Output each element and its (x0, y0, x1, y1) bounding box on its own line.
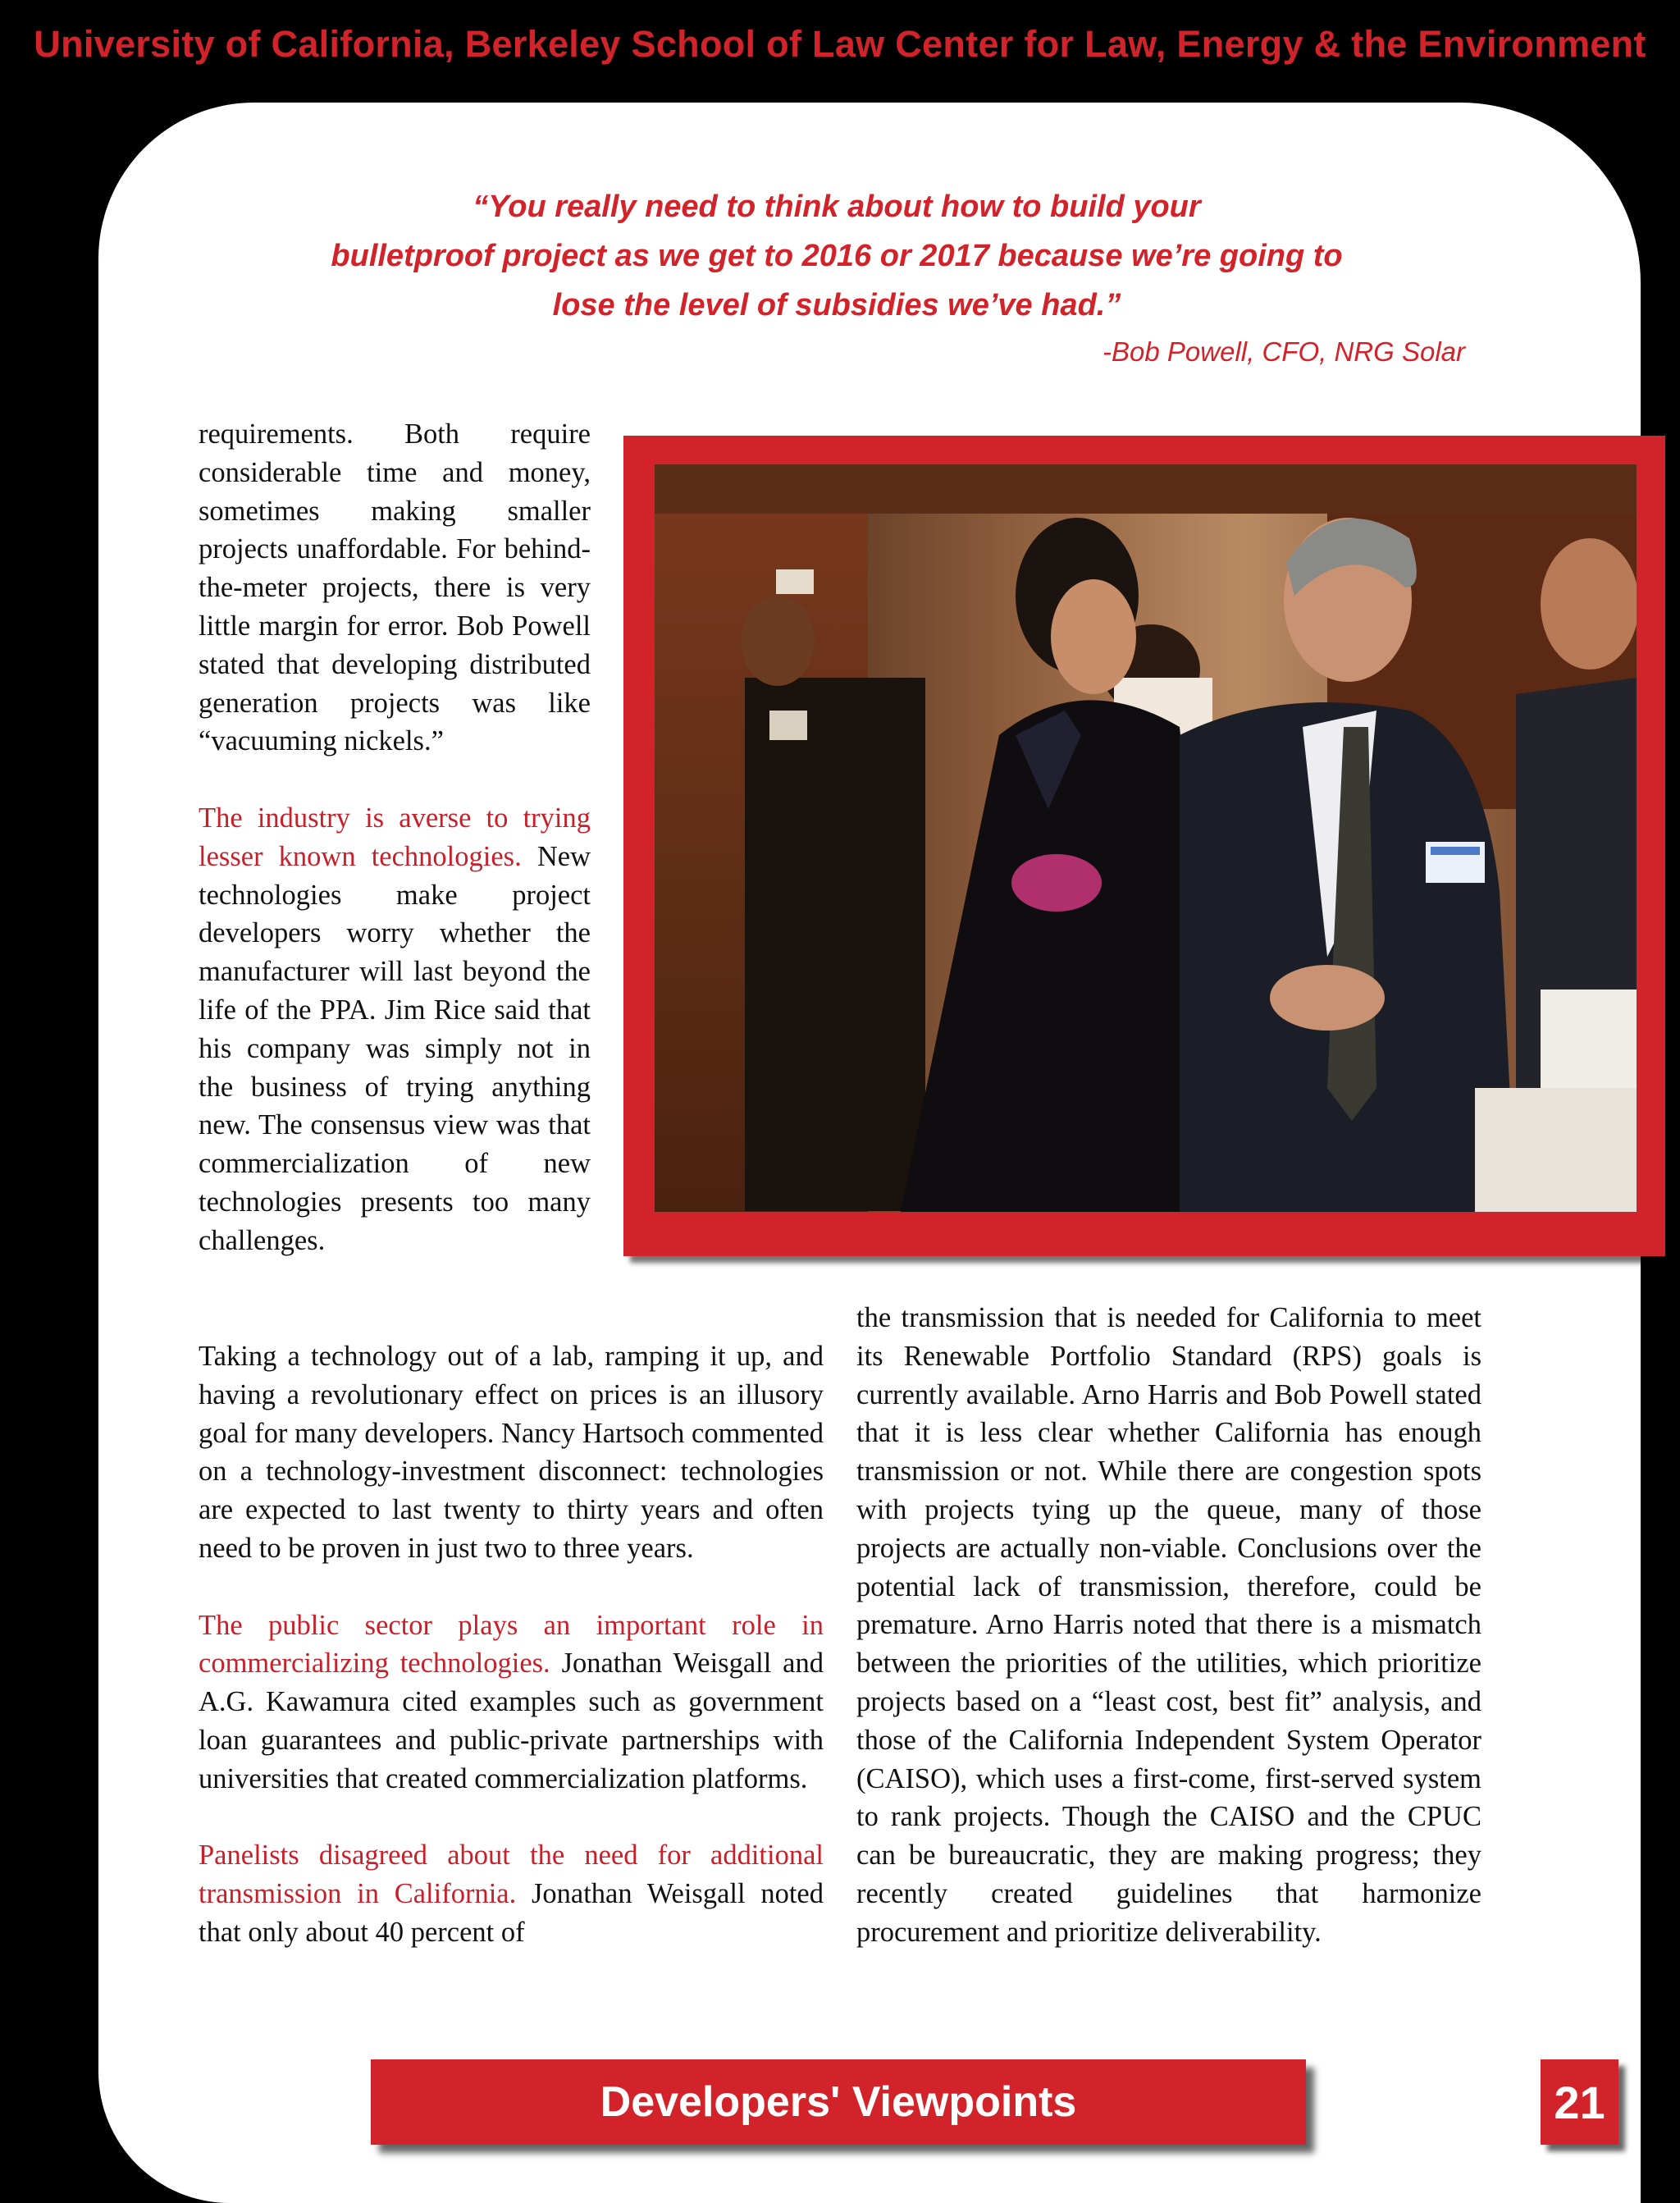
column-2 (856, 1299, 1481, 1952)
paragraph-transmission (199, 1836, 824, 1951)
paragraph-heading: Panelists disagreed about the need for additional transmission in California. (199, 1840, 824, 1910)
page-number: 21 (1541, 2059, 1618, 2145)
paragraph-requirements: requirements. Both require considerable time and money, sometimes making smaller projects unaffordable. For behind-the-meter projects, there is very little margin for error. Bob Powell stated that developing distributed generation projects was like “vacuuming nickels.” (199, 418, 591, 757)
paragraph-body: Jonathan Weisgall noted that only about 40 percent of (199, 1878, 824, 1948)
paragraph-technology-lab: Taking a technology out of a lab, ramping it up, and having a revolutionary effect on prices is an illusory goal for many developers. Nancy Hartsoch commented on a technology-investment disconnect: technologies are expected to last twenty to thirty years and often need to be proven in just two to three years. (199, 1341, 824, 1564)
event-photo (655, 464, 1637, 1212)
quote-attribution: -Bob Powell, CFO, NRG Solar (1102, 336, 1465, 367)
section-title-bar (371, 2059, 1306, 2145)
photo-illustration (655, 464, 1637, 1212)
quote-line-1: “You really need to think about how to build your (472, 190, 1201, 224)
column-1-bottom (199, 1337, 824, 1952)
quote-line-2: bulletproof project as we get to 2016 or 2017 because we’re going to (331, 239, 1343, 273)
paragraph-body: Jonathan Weisgall and A.G. Kawamura cited examples such as government loan guarantees and public-private partnerships with universities that created commercialization platforms. (199, 1648, 824, 1794)
paragraph-public-sector (199, 1607, 824, 1799)
paragraph-body: New technologies make project developers worry whether the manufacturer will last beyond the life of the PPA. Jim Rice said that his company was simply not in the business of trying anything new. The consensus view was that commercialization of new technologies presents too many challenges. (199, 840, 591, 1256)
photo-frame (623, 436, 1665, 1256)
pull-quote (230, 182, 1444, 330)
paragraph-heading: The industry is averse to trying lesser known technologies. (199, 802, 591, 872)
section-title: Developers' Viewpoints (600, 2078, 1077, 2126)
paragraph-heading: The public sector plays an important role in commercializing technologies. (199, 1609, 824, 1680)
header-title: University of California, Berkeley School of Law Center for Law, Energy & the Environment (34, 23, 1646, 65)
column-1-top (199, 415, 591, 1260)
paragraph-transmission-continued: the transmission that is needed for California to meet its Renewable Portfolio Standard (RPS) goals is currently available. Arno Harris and Bob Powell stated that it is less clear whether California has enough transmission or not. While there are congestion spots with projects tying up the queue, many of those projects are actually non-viable. Conclusions over the potential lack of transmission, therefore, could be premature. Arno Harris noted that there is a mismatch between the priorities of the utilities, which prioritize projects based on a “least cost, best fit” analysis, and those of the California Independent System Operator (CAISO), which uses a first-come, first-served system to rank projects. Though the CAISO and the CPUC can be bureaucratic, they are making progress; they recently created guidelines that harmonize procurement and prioritize deliverability. (856, 1302, 1481, 1948)
paragraph-industry-averse (199, 799, 591, 1260)
quote-line-3: lose the level of subsidies we’ve had.” (552, 288, 1121, 322)
